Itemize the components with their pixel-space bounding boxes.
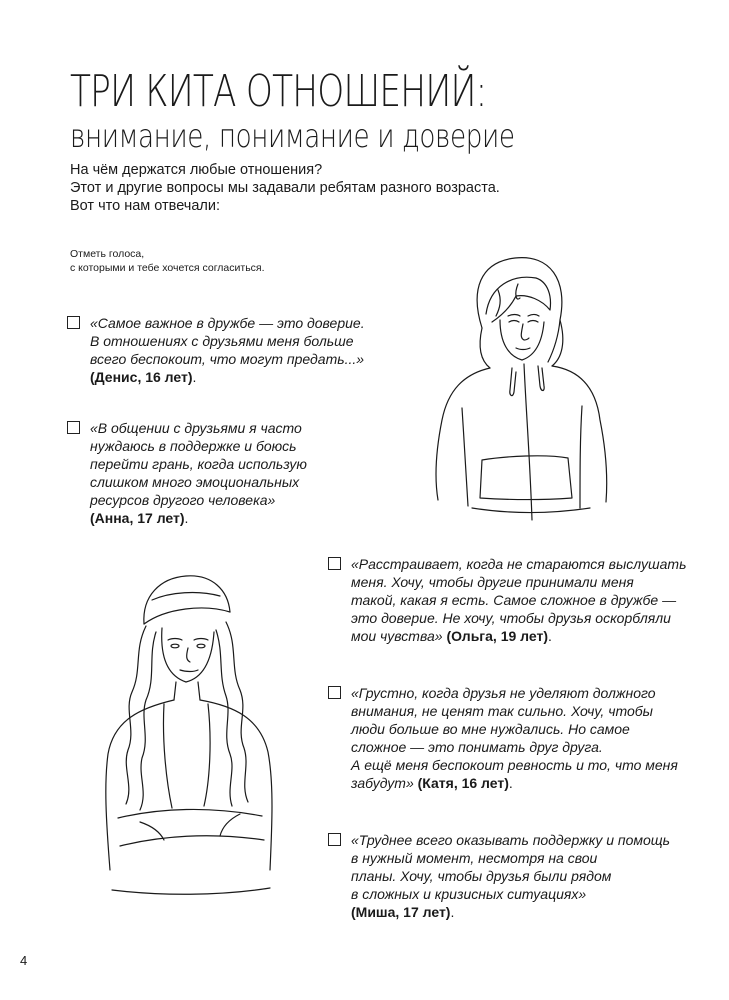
hand: [220, 814, 240, 836]
quote-line: в нужный момент, несмотря на свои: [351, 850, 598, 866]
quote-author: (Анна, 17 лет): [90, 510, 185, 526]
cap-brim: [144, 608, 230, 624]
quote-anna: [67, 419, 307, 527]
arm-inner-left: [462, 408, 468, 506]
eyebrow: [508, 315, 520, 317]
quote-line: нуждаюсь в поддержке и боюсь: [90, 438, 297, 454]
page-number: 4: [20, 953, 28, 968]
eye: [528, 321, 538, 323]
hair-left: [126, 626, 146, 804]
zipper: [524, 364, 532, 520]
intro-line: Вот что нам отвечали:: [70, 198, 220, 214]
quote-author: (Миша, 17 лет): [351, 904, 451, 920]
mouth: [516, 348, 530, 350]
drawstring: [510, 368, 516, 396]
quote-line: планы. Хочу, чтобы друзья были рядом: [351, 868, 612, 884]
quote-line: мои чувства»: [351, 628, 443, 644]
neck: [174, 682, 176, 700]
quote-misha: [328, 831, 670, 921]
nose: [187, 648, 190, 662]
quote-line: «Расстраивает, когда не стараются выслушать: [351, 556, 687, 572]
quote-text: [351, 684, 678, 792]
quote-line: забудут»: [351, 775, 414, 791]
quote-line: ресурсов другого человека»: [90, 492, 276, 508]
quote-line: сложное — это понимать друг друга.: [351, 739, 603, 755]
quote-line: такой, какая я есть. Самое сложное в дружбе —: [351, 592, 677, 608]
eyebrow: [194, 639, 208, 641]
drawstring: [538, 366, 544, 391]
quote-denis: [67, 314, 365, 386]
mouth: [180, 670, 198, 672]
quote-line: «Грустно, когда друзья не уделяют должного: [351, 685, 656, 701]
quote-author: (Денис, 16 лет): [90, 369, 193, 385]
hair-strand: [496, 290, 500, 316]
intro-paragraph: [70, 161, 500, 215]
page-title: ТРИ КИТА ОТНОШЕНИЙ:: [70, 66, 487, 117]
girl-illustration: [100, 570, 290, 910]
quote-punctuation: .: [508, 775, 513, 791]
quote-line: люди больше во мне нуждались. Но самое: [351, 721, 630, 737]
quote-line: внимания, не ценят так сильно. Хочу, чтобы: [351, 703, 653, 719]
quote-line: всего беспокоит, что могут предать...»: [90, 351, 365, 367]
quote-line: это доверие. Не хочу, чтобы друзья оскорбляли: [351, 610, 671, 626]
instruction-line: с которыми и тебе хочется согласиться.: [70, 262, 265, 274]
hair-strand: [516, 284, 520, 299]
quote-punctuation: .: [548, 628, 552, 644]
jacket-lapel: [204, 704, 210, 806]
quote-checkbox-misha[interactable]: [328, 833, 341, 846]
shoulder-right: [552, 366, 607, 502]
eyebrow: [528, 315, 539, 317]
intro-line: На чём держатся любые отношения?: [70, 162, 323, 178]
neck: [198, 682, 200, 700]
eye: [197, 644, 205, 648]
quote-text: [90, 314, 365, 386]
hair-right: [216, 630, 232, 806]
quote-checkbox-olga[interactable]: [328, 557, 341, 570]
quote-line: «В общении с друзьями я часто: [90, 420, 302, 436]
quote-line: перейти грань, когда использую: [90, 456, 307, 472]
jacket-lapel: [163, 704, 172, 808]
quote-line: в сложных и кризисных ситуациях»: [351, 886, 587, 902]
page-subtitle: внимание, понимание и доверие: [70, 117, 515, 155]
quote-punctuation: .: [184, 510, 189, 526]
hair-left: [140, 632, 156, 810]
hand: [140, 822, 164, 840]
quote-line: «Труднее всего оказывать поддержку и помощь: [351, 832, 671, 848]
quote-line: В отношениях с друзьями меня больше: [90, 333, 354, 349]
quote-punctuation: .: [192, 369, 197, 385]
quote-line: «Самое важное в дружбе — это доверие.: [90, 315, 365, 331]
pocket: [480, 456, 572, 500]
quote-text: [351, 555, 686, 645]
quote-katya: [328, 684, 678, 792]
quote-punctuation: .: [450, 904, 455, 920]
eyebrow: [168, 639, 182, 641]
quote-checkbox-katya[interactable]: [328, 686, 341, 699]
hood-side: [552, 320, 563, 366]
hoodie-boy-illustration: [420, 250, 620, 530]
shoulder-right: [200, 700, 272, 870]
quote-checkbox-denis[interactable]: [67, 316, 80, 329]
nose: [521, 324, 529, 340]
instruction-note: [70, 247, 265, 275]
quote-line: А ещё меня беспокоит ревность и то, что меня: [351, 757, 678, 773]
hood-side: [480, 328, 490, 368]
quote-text: [351, 831, 670, 921]
shoulder-left: [436, 368, 490, 500]
quote-line: слишком много эмоциональных: [90, 474, 300, 490]
instruction-line: Отметь голоса,: [70, 248, 145, 260]
hem: [112, 888, 270, 894]
eye: [509, 321, 519, 323]
cap-band: [152, 593, 220, 600]
quote-line: меня. Хочу, чтобы другие принимали меня: [351, 574, 634, 590]
quote-text: [90, 419, 307, 527]
eye: [171, 644, 179, 648]
face-outline: [162, 628, 214, 682]
quote-author: (Катя, 16 лет): [417, 775, 509, 791]
intro-line: Этот и другие вопросы мы задавали ребятам разного возраста.: [70, 180, 500, 196]
quote-author: (Ольга, 19 лет): [446, 628, 548, 644]
quote-checkbox-anna[interactable]: [67, 421, 80, 434]
arm-inner-right: [580, 406, 582, 508]
arm-crossed: [120, 836, 264, 846]
quote-olga: [328, 555, 686, 645]
